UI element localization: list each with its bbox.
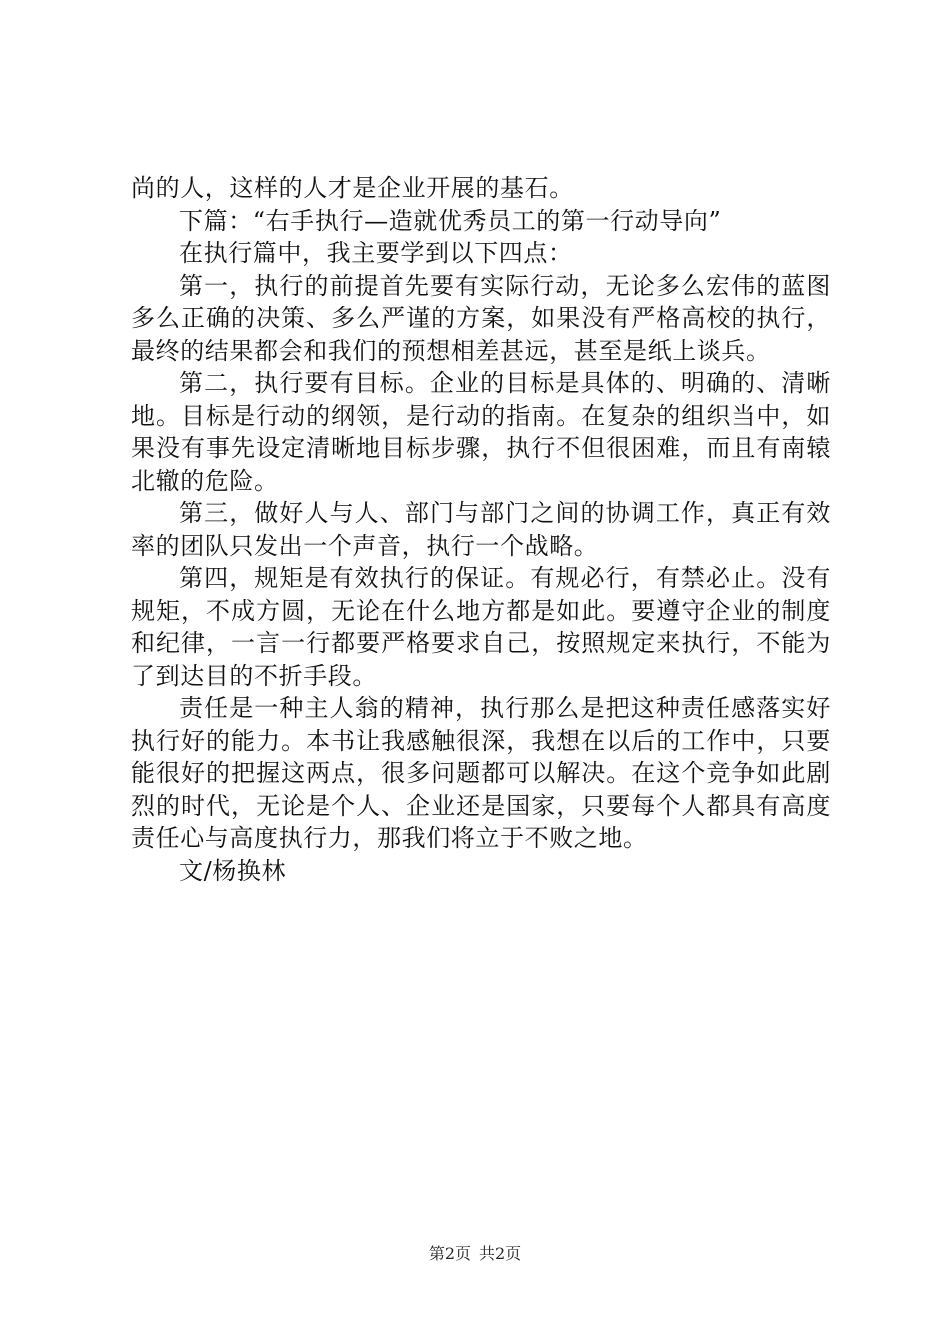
- paragraph-section-heading: 下篇：“右手执行—造就优秀员工的第一行动导向”: [179, 206, 722, 235]
- page-number: 第2页: [428, 1244, 471, 1263]
- page-footer: [0, 1244, 950, 1264]
- paragraph-conclusion: 责任是一种主人翁的精神，执行那么是把这种责任感落实好执行好的能力。本书让我感触很深，我想在以后的工作中，只要能很好的把握这两点，很多问题都可以解决。在这个竞争如此剧烈的时代，无论是个人、企业还是国家，只要每个人都具有高度责任心与高度执行力，那我们将立于不败之地。: [131, 694, 831, 852]
- paragraph-continuation: 尚的人，这样的人才是企业开展的基石。: [131, 174, 574, 202]
- paragraph-point-one: 第一，执行的前提首先要有实际行动，无论多么宏伟的蓝图多么正确的决策、多么严谨的方案，如果没有严格高校的执行，最终的结果都会和我们的预想相差甚远，甚至是纸上谈兵。: [131, 271, 831, 365]
- document-body: [131, 172, 831, 887]
- page-total: 共2页: [479, 1244, 522, 1263]
- paragraph-intro: 在执行篇中，我主要学到以下四点：: [179, 239, 573, 267]
- paragraph-point-three: 第三，做好人与人、部门与部门之间的协调工作，真正有效率的团队只发出一个声音，执行一个战略。: [131, 499, 831, 560]
- author-signature: 文/杨换林: [179, 856, 287, 885]
- paragraph-point-two: 第二，执行要有目标。企业的目标是具体的、明确的、清晰地。目标是行动的纲领，是行动的指南。在复杂的组织当中，如果没有事先设定清晰地目标步骤，执行不但很困难，而且有南辕北辙的危险。: [131, 369, 831, 495]
- paragraph-point-four: 第四，规矩是有效执行的保证。有规必行，有禁必止。没有规矩，不成方圆，无论在什么地方都是如此。要遵守企业的制度和纪律，一言一行都要严格要求自己，按照规定来执行，不能为了到达目的不折手段。: [131, 564, 831, 690]
